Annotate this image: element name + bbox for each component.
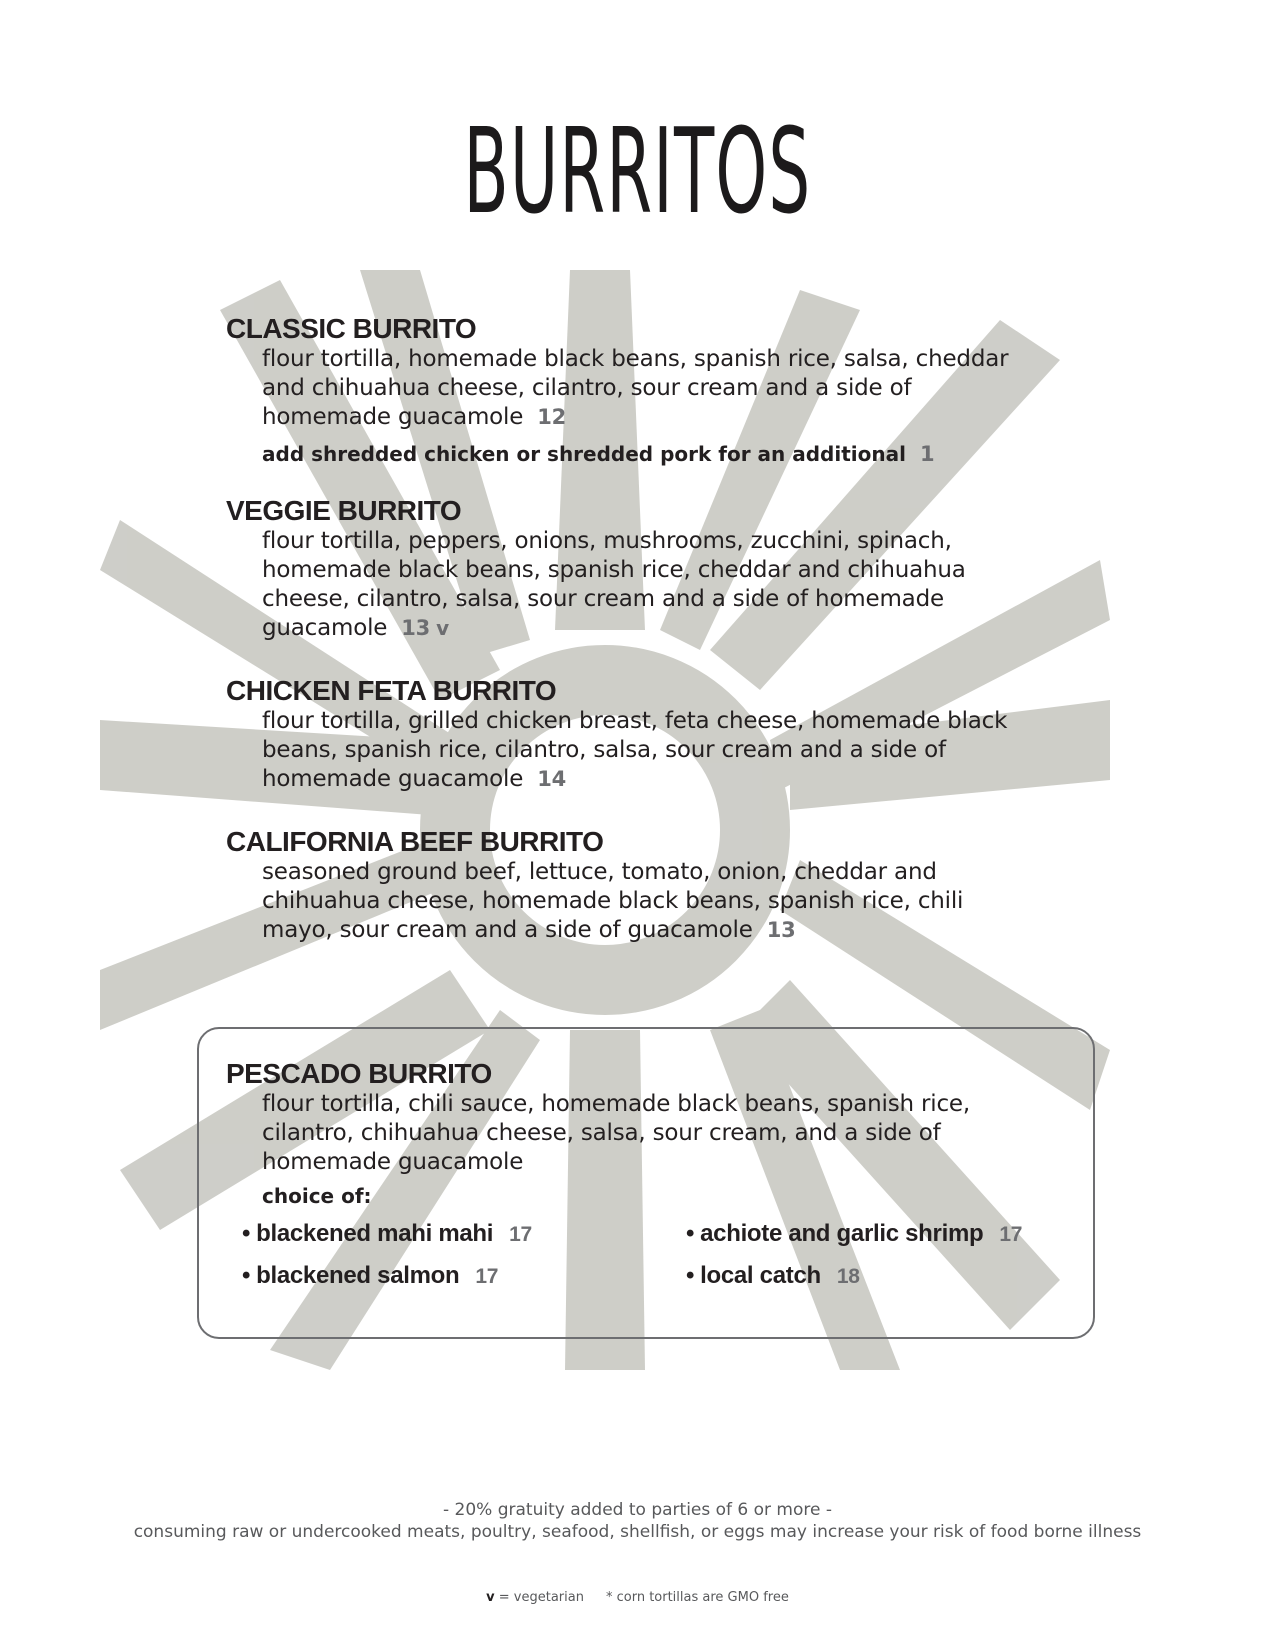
menu-item-pescado-burrito: [226, 1058, 1056, 1309]
item-price: 12: [537, 405, 567, 429]
choice-item: [242, 1219, 532, 1250]
choice-price: 17: [999, 1223, 1023, 1246]
item-description: [262, 345, 1022, 432]
choice-name: blackened mahi mahi: [256, 1220, 494, 1247]
bullet: •: [686, 1262, 695, 1289]
choice-item: [242, 1261, 498, 1292]
choice-name: achiote and garlic shrimp: [700, 1220, 984, 1247]
item-description-text: flour tortilla, chili sauce, homemade black beans, spanish rice, cilantro, chihuahua cheese, salsa, sour cream, and a side of homemade guacamole: [262, 1091, 970, 1175]
food-safety-warning: consuming raw or undercooked meats, poultry, seafood, shellfish, or eggs may increase your risk of food borne illness: [133, 1522, 1142, 1542]
choice-price: 17: [509, 1223, 532, 1246]
choice-item: [686, 1219, 1022, 1250]
item-price: 14: [537, 767, 567, 791]
item-name: PESCADO BURRITO: [226, 1058, 492, 1089]
choice-price: 17: [475, 1265, 499, 1288]
bullet: •: [686, 1220, 695, 1247]
gratuity-note: - 20% gratuity added to parties of 6 or more -: [442, 1500, 833, 1520]
item-description: [262, 858, 982, 945]
page-title: BURRITOS: [463, 102, 812, 240]
menu-item-california-beef-burrito: [226, 826, 1056, 945]
bullet: •: [242, 1220, 251, 1247]
item-description-text: flour tortilla, peppers, onions, mushrooms, zucchini, spinach, homemade black beans, spanish rice, cheddar and chihuahua cheese, cilantro, salsa, sour cream and a side of homemade guacamole: [262, 528, 966, 641]
item-addon: [262, 440, 1056, 468]
item-description: [262, 527, 982, 643]
menu-item-classic-burrito: [226, 313, 1056, 468]
legend: [0, 1590, 1275, 1605]
item-price: 13: [766, 918, 796, 942]
choice-price: 18: [836, 1265, 860, 1288]
item-price: 13: [401, 616, 431, 640]
choice-name: blackened salmon: [256, 1262, 460, 1289]
bullet: •: [242, 1262, 251, 1289]
item-description-text: flour tortilla, grilled chicken breast, feta cheese, homemade black beans, spanish rice, cilantro, salsa, sour cream and a side of homemade guacamole: [262, 708, 1008, 792]
choice-item: [686, 1261, 860, 1292]
item-name: CALIFORNIA BEEF BURRITO: [226, 826, 604, 857]
item-name: VEGGIE BURRITO: [226, 495, 462, 526]
menu-item-chicken-feta-burrito: [226, 675, 1056, 794]
addon-price: 1: [919, 442, 935, 466]
item-description: [262, 707, 1022, 794]
item-name: CLASSIC BURRITO: [226, 313, 477, 344]
legend-corn-text: * corn tortillas are GMO free: [605, 1590, 789, 1605]
addon-text: add shredded chicken or shredded pork for an additional: [262, 442, 906, 466]
item-description: [262, 1090, 982, 1177]
choice-name: local catch: [700, 1262, 821, 1289]
item-description-text: seasoned ground beef, lettuce, tomato, onion, cheddar and chihuahua cheese, homemade black beans, spanish rice, chili mayo, sour cream and a side of guacamole: [262, 859, 964, 943]
legend-v-text: = vegetarian: [498, 1590, 584, 1605]
choice-label: choice of:: [262, 1184, 372, 1208]
choice-list: [226, 1219, 1056, 1309]
legend-v-symbol: v: [486, 1590, 495, 1605]
menu-item-veggie-burrito: [226, 495, 1056, 643]
item-name: CHICKEN FETA BURRITO: [226, 675, 557, 706]
item-description-text: flour tortilla, homemade black beans, spanish rice, salsa, cheddar and chihuahua cheese, cilantro, sour cream and a side of homemade guacamole: [262, 346, 1009, 430]
vegetarian-tag: v: [436, 616, 449, 640]
